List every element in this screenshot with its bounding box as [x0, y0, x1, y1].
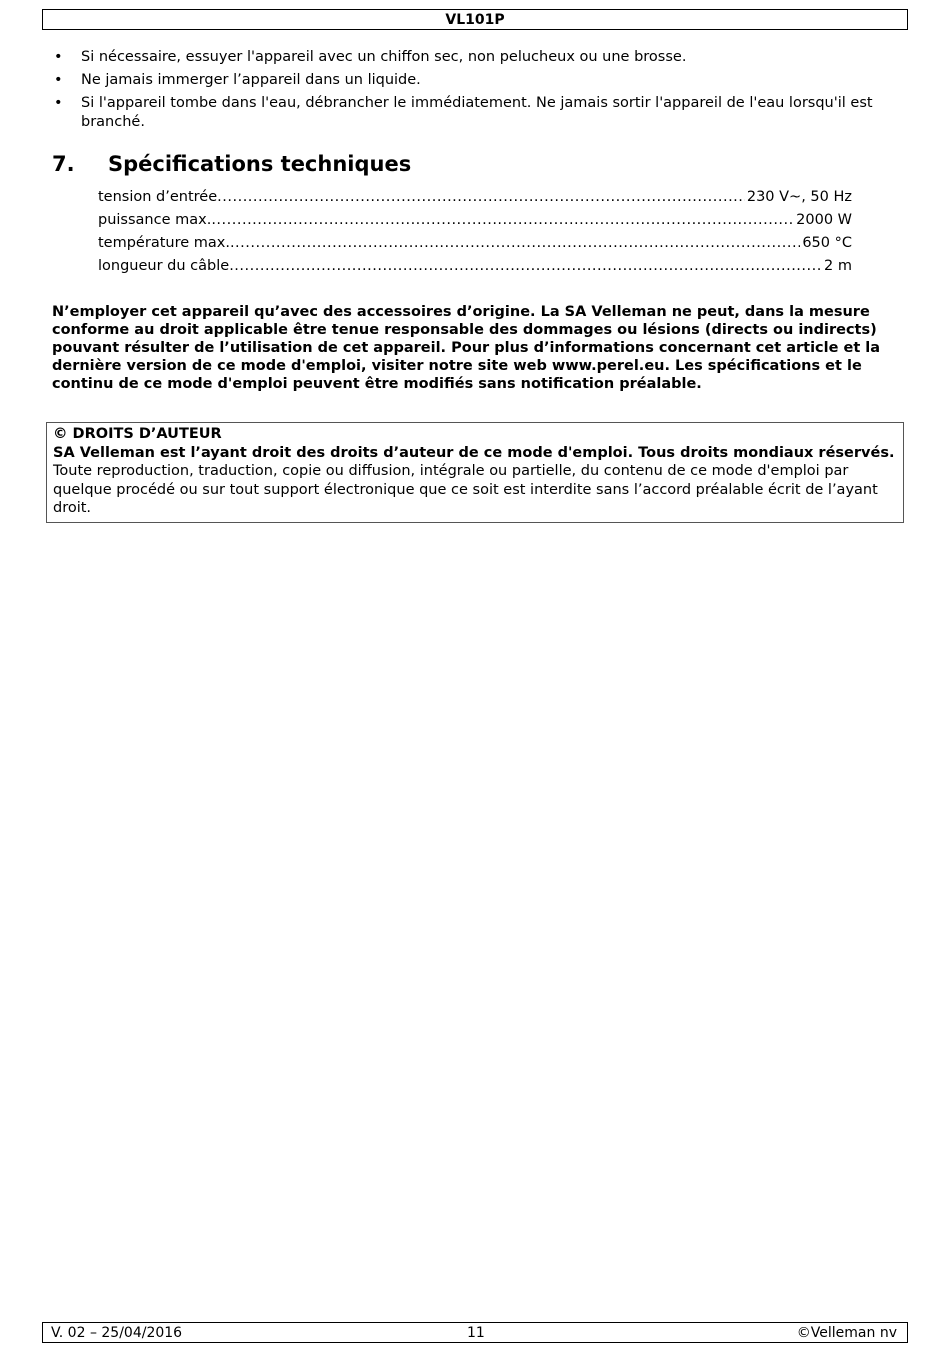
copyright-title: © DROITS D’AUTEUR — [53, 426, 222, 442]
list-item — [52, 71, 882, 90]
care-instructions-list — [52, 48, 882, 136]
bullet-icon: • — [54, 72, 63, 88]
spec-row — [98, 232, 852, 255]
page-header — [42, 9, 908, 30]
spec-value: 650 °C — [802, 235, 852, 251]
section-heading — [52, 152, 411, 176]
copyright-text: Toute reproduction, traduction, copie ou diffusion, intégrale ou partielle, du contenu de ce mode d'emploi par quelque procédé ou sur tout support électronique que ce soit est interdite sans l’accord préalable écrit de l’ayant droit. — [53, 463, 878, 516]
spec-value: 230 V~, 50 Hz — [746, 189, 852, 205]
spec-label: tension d’entrée — [98, 189, 218, 205]
document-title: VL101P — [445, 11, 505, 28]
bullet-icon: • — [54, 95, 63, 111]
spec-value: 2 m — [824, 258, 852, 274]
page-footer — [42, 1322, 908, 1343]
section-title: Spécifications techniques — [108, 152, 412, 176]
list-item-text: Ne jamais immerger l’appareil dans un liquide. — [81, 72, 421, 88]
list-item — [52, 48, 882, 67]
spec-label: puissance max. — [98, 212, 212, 228]
dot-leader — [211, 209, 794, 232]
bullet-icon: • — [54, 49, 63, 65]
list-item-text: Si l'appareil tombe dans l'eau, débrancher le immédiatement. Ne jamais sortir l'appareil de l'eau lorsqu'il est branché. — [81, 95, 873, 130]
copyright-body — [53, 444, 897, 518]
dot-leader — [230, 232, 800, 255]
dot-leader — [229, 255, 822, 278]
footer-owner: ©Velleman nv — [796, 1325, 897, 1341]
copyright-bold-text: SA Velleman est l’ayant droit des droits d’auteur de ce mode d'emploi. Tous droits mondiaux réservés. — [53, 444, 895, 461]
footer-version: V. 02 – 25/04/2016 — [51, 1325, 183, 1341]
disclaimer-paragraph: N’employer cet appareil qu’avec des accessoires d’origine. La SA Velleman ne peut, dans la mesure conforme au droit applicable être tenue responsable des dommages ou lésions (directs ou indirects) pouvant résulter de l’utilisation de cet appareil. Pour plus d’informations concernant cet article et la dernière version de ce mode d'emploi, visiter notre site web www.perel.eu. Les spécifications et le continu de ce mode d'emploi peuvent être modifiés sans notification préalable. — [52, 304, 881, 392]
dot-leader — [217, 186, 745, 209]
spec-row — [98, 186, 852, 209]
section-number: 7. — [52, 152, 75, 176]
copyright-notice — [46, 422, 904, 523]
spec-label: température max. — [98, 235, 230, 251]
spec-row — [98, 255, 852, 278]
list-item-text: Si nécessaire, essuyer l'appareil avec un chiffon sec, non pelucheux ou une brosse. — [81, 49, 687, 65]
specifications-table — [98, 186, 852, 278]
spec-label: longueur du câble — [98, 258, 230, 274]
footer-page-number: 11 — [467, 1325, 485, 1341]
list-item — [52, 94, 882, 132]
spec-row — [98, 209, 852, 232]
spec-value: 2000 W — [796, 212, 852, 228]
